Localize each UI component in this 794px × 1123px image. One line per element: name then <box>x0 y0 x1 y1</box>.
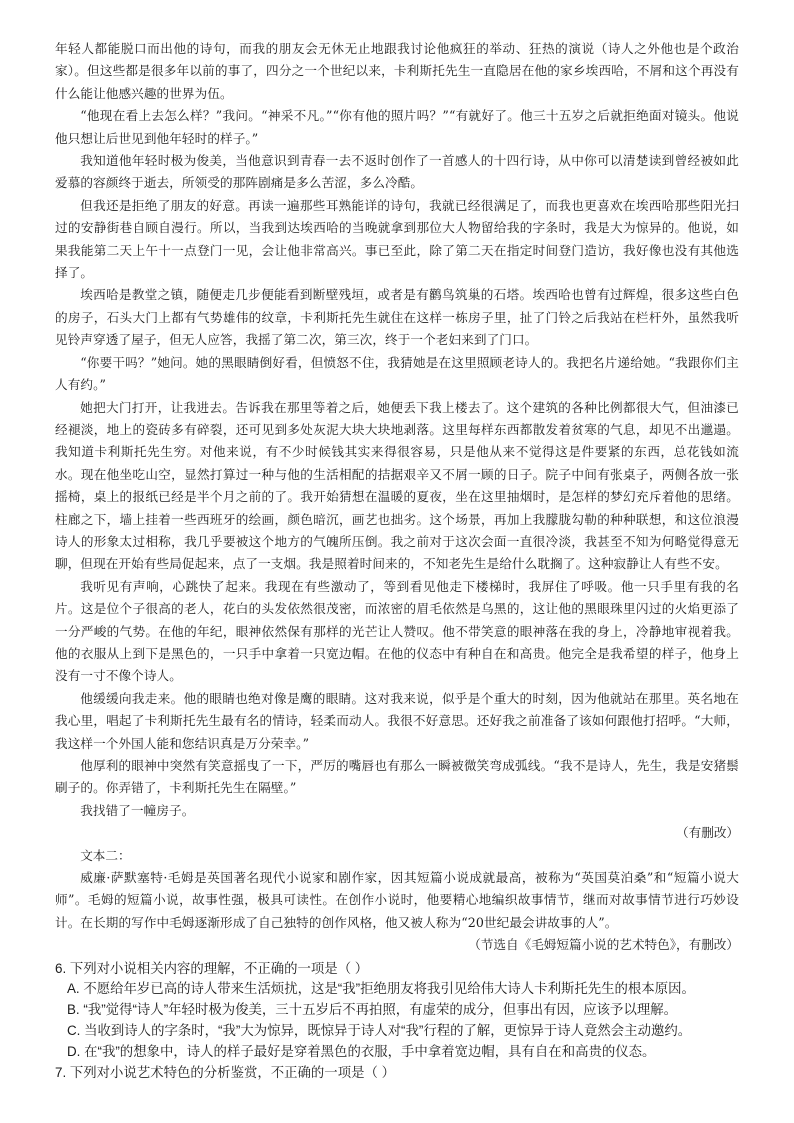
story-paragraph: 我听见有声响，心跳快了起来。我现在有些激动了，等到看见他走下楼梯时，我屏住了呼吸。他一只手里有我的名片。这是位个子很高的老人，花白的头发依然很茂密，而浓密的眉毛依然是乌黑的，这让他的黑眼珠里闪过的火焰更添了一分严峻的气势。在他的年纪，眼神依然保有那样的光芒让人赞叹。他不带笑意的眼神落在我的身上，冷静地审视着我。他的衣服从上到下是黑色的，一只手中拿着一只宽边帽。在他的仪态中有种自在和高贵。他完全是我希望的样子，他身上没有一寸不像个诗人。 <box>55 578 739 684</box>
story-paragraph: 年轻人都能脱口而出他的诗句，而我的朋友会无休无止地跟我讨论他疯狂的举动、狂热的演说（诗人之外他也是个政治家）。但这些都是很多年以前的事了，四分之一个世纪以来，卡利斯托先生一直隐居在他的家乡埃西哈，不屑和这个再没有什么能让他感兴趣的世界为伍。 <box>55 41 739 101</box>
question-7 <box>55 1063 739 1084</box>
option-c: C. 当收到诗人的字条时，“我”大为惊异，既惊异于诗人对“我”行程的了解，更惊异于诗人竟然会主动邀约。 <box>67 1023 692 1039</box>
story-paragraph: 他厚利的眼神中突然有笑意摇曳了一下，严厉的嘴唇也有那么一瞬被微笑弯成弧线。“我不是诗人，先生，我是安猪鬃刷子的。你弄错了，卡利斯托先生在隔壁。” <box>55 758 739 796</box>
story-paragraph: 她把大门打开，让我进去。告诉我在那里等着之后，她便丢下我上楼去了。这个建筑的各种比例都很大气，但油漆已经褪淡，地上的瓷砖多有碎裂，还可见到多处灰泥大块大块地剥落。这里每样东西都散发着贫寒的气息，却见不出邋遢。我知道卡利斯托先生穷。对他来说，有不少时候钱其实来得很容易，只是他从来不觉得这是件要紧的东西，总花钱如流水。现在他坐吃山空，显然打算过一种与他的生活相配的拮据艰辛又不屑一顾的日子。院子中间有张桌子，两侧各放一张摇椅，桌上的报纸已经是半个月之前的了。我开始猜想在温暖的夏夜，坐在这里抽烟时，是怎样的梦幻充斥着他的思绪。柱廊之下，墙上挂着一些西班牙的绘画，颜色暗沉，画艺也拙劣。这个场景，再加上我朦胧勾勒的种种联想，和这位浪漫诗人的形象太过相称，我几乎要被这个地方的气魄所压倒。我之前对于这次会面一直很冷淡，我甚至不知为何略觉得意无聊，但现在开始有些局促起来，点了一支烟。我是照着时间来的，不知老先生是给什么耽搁了。这种寂静让人有些不安。 <box>55 399 739 572</box>
story-paragraph: 他缓缓向我走来。他的眼睛也绝对像是鹰的眼睛。这对我来说，似乎是个重大的时刻，因为他就站在那里。英名地在我心里，唱起了卡利斯托先生最有名的情诗，轻柔而动人。我很不好意思。还好我之前准备了该如何跟他打招呼。“大师，我这样一个外国人能和您结识真是万分荣幸。” <box>55 690 739 751</box>
story-attribution: （有删改） <box>676 825 739 841</box>
story-paragraph: 埃西哈是教堂之镇，随便走几步便能看到断壁残垣，或者是有鹳鸟筑巢的石塔。埃西哈也曾有过辉煌，很多这些白色的房子，石头大门上都有气势雄伟的纹章，卡利斯托先生就住在这样一栋房子里，扯了门铃之后我站在栏杆外，虽然我听见铃声穿透了屋子，但无人应答，我摇了第二次，第三次，终于一个老妇来到了门口。 <box>55 287 739 348</box>
text2-source: （节选自《毛姆短篇小说的艺术特色》，有删改） <box>468 937 739 953</box>
question-stem: 7. 下列对小说艺术特色的分析鉴赏，不正确的一项是（ ） <box>55 1064 395 1080</box>
text2-body: 威廉·萨默塞特·毛姆是英国著名现代小说家和剧作家，因其短篇小说成就最高，被称为“英国莫泊桑”和“短篇小说大师”。毛姆的短篇小说，故事性强，极具可读性。在创作小说时，他要精心地编织故事情节，继而对故事情节进行巧妙设计。在长期的写作中毛姆逐渐形成了自己独特的创作风格，他又被人称为“20世纪最会讲故事的人”。 <box>55 870 739 930</box>
text2-title: 文本二： <box>80 847 131 863</box>
story-paragraph: 我知道他年轻时极为俊美，当他意识到青春一去不返时创作了一首感人的十四行诗，从中你可以清楚读到曾经被如此爱慕的容颜终于逝去，所领受的那阵剧痛是多么苦涩，多么冷酷。 <box>55 153 739 191</box>
option-a: A. 不愿给年岁已高的诗人带来生活烦扰，这是“我”拒绝朋友将我引见给伟大诗人卡利斯托先生的根本原因。 <box>67 981 695 997</box>
story-paragraph: 我找错了一幢房子。 <box>80 802 195 818</box>
story-paragraph: 但我还是拒绝了朋友的好意。再读一遍那些耳熟能详的诗句，我就已经很满足了，而我也更喜欢在埃西哈那些阳光扫过的安静街巷自顾自漫行。所以，当我到达埃西哈的当晚就拿到那位大人物留给我的字条时，我是大为惊异的。他说，如果我能第二天上午十一点登门一见，会让他非常高兴。事已至此，除了第二天在指定时间登门造访，我好像也没有其他选择了。 <box>55 197 739 281</box>
option-b: B. “我”觉得“诗人”年轻时极为俊美，三十五岁后不再拍照，有虚荣的成分，但事出有因，应该予以理解。 <box>67 1002 678 1018</box>
question-6 <box>55 959 739 1063</box>
option-d: D. 在“我”的想象中，诗人的样子最好是穿着黑色的衣服，手中拿着宽边帽，具有自在和高贵的仪态。 <box>67 1043 656 1059</box>
story-paragraph: “你要干吗？”她问。她的黑眼睛倒好看，但愤怒不住，我猜她是在这里照顾老诗人的。我把名片递给她。“我跟你们主人有约。” <box>55 354 739 393</box>
question-stem: 6. 下列对小说相关内容的理解，不正确的一项是（ ） <box>55 960 369 976</box>
story-paragraph: “他现在看上去怎么样？”我问。“神采不凡。”“你有他的照片吗？”“有就好了。他三十五岁之后就拒绝面对镜头。他说他只想让后世见到他年轻时的样子。” <box>55 108 739 146</box>
